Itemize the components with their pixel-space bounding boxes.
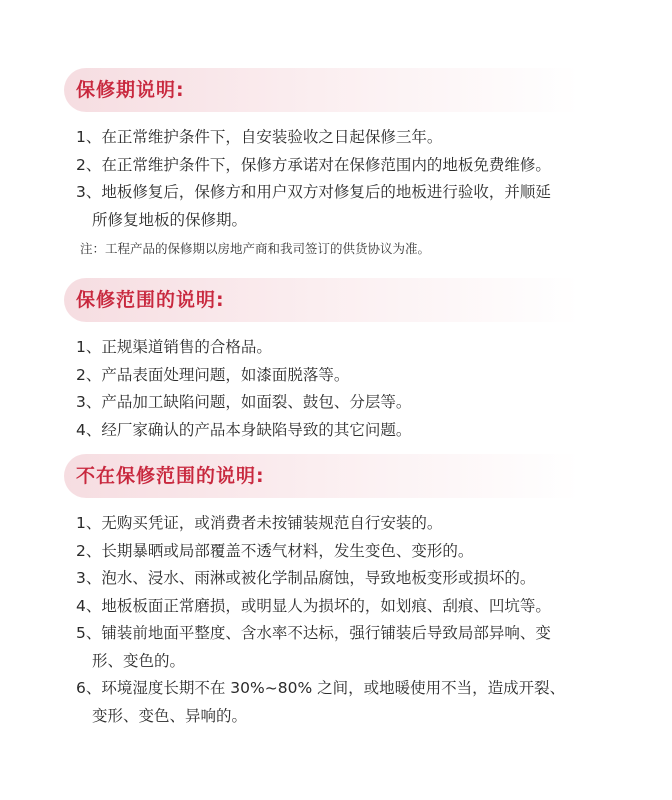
list-item xyxy=(76,362,624,390)
list-item xyxy=(76,417,624,445)
list-item xyxy=(76,565,624,593)
section-title: 保修期说明: xyxy=(76,79,185,101)
item-text: 2、长期暴晒或局部覆盖不透气材料，发生变色、变形的。 xyxy=(76,541,474,560)
item-text: 2、产品表面处理问题，如漆面脱落等。 xyxy=(76,365,350,384)
warranty-scope-section xyxy=(64,278,624,444)
item-text: 1、无购买凭证，或消费者未按铺装规范自行安装的。 xyxy=(76,514,443,532)
list-item xyxy=(76,334,624,362)
list-item xyxy=(76,620,624,675)
item-text: 4、地板板面正常磨损，或明显人为损坏的，如划痕、刮痕、凹坑等。 xyxy=(76,596,551,615)
item-text: 3、产品加工缺陷问题，如面裂、鼓包、分层等。 xyxy=(76,393,412,411)
item-text: 2、在正常维护条件下，保修方承诺对在保修范围内的地板免费维修。 xyxy=(76,155,551,174)
item-text: 4、经厂家确认的产品本身缺陷导致的其它问题。 xyxy=(76,420,412,439)
list-item xyxy=(76,593,624,621)
section-title: 保修范围的说明: xyxy=(76,289,225,311)
list-item xyxy=(76,675,624,730)
list-item xyxy=(76,538,624,566)
list-item xyxy=(76,510,624,538)
list-item xyxy=(76,152,624,180)
not-covered-section xyxy=(64,454,624,730)
warranty-period-section xyxy=(64,68,624,261)
list-item xyxy=(76,124,624,152)
item-text-continued: 变形、变色、异响的。 xyxy=(92,706,248,725)
item-text: 6、环境湿度长期不在 30%~80% 之间，或地暖使用不当，造成开裂、 xyxy=(76,679,566,697)
item-text: 1、正规渠道销售的合格品。 xyxy=(76,338,272,356)
note-text: 注：工程产品的保修期以房地产商和我司签订的供货协议为准。 xyxy=(80,241,431,256)
item-text: 3、泡水、浸水、雨淋或被化学制品腐蚀，导致地板变形或损坏的。 xyxy=(76,569,536,587)
item-list xyxy=(76,334,624,444)
list-item xyxy=(76,389,624,417)
item-text-continued: 所修复地板的保修期。 xyxy=(92,210,248,229)
item-list xyxy=(76,510,624,730)
item-text: 5、铺装前地面平整度、含水率不达标，强行铺装后导致局部异响、变 xyxy=(76,624,551,642)
section-heading xyxy=(64,278,624,322)
item-list xyxy=(76,124,624,234)
section-heading xyxy=(64,68,624,112)
section-heading xyxy=(64,454,624,498)
section-title: 不在保修范围的说明: xyxy=(76,465,265,487)
item-text: 3、地板修复后，保修方和用户双方对修复后的地板进行验收，并顺延 xyxy=(76,183,551,201)
item-text-continued: 形、变色的。 xyxy=(92,651,186,670)
item-text: 1、在正常维护条件下，自安装验收之日起保修三年。 xyxy=(76,128,443,146)
list-item xyxy=(76,179,624,234)
